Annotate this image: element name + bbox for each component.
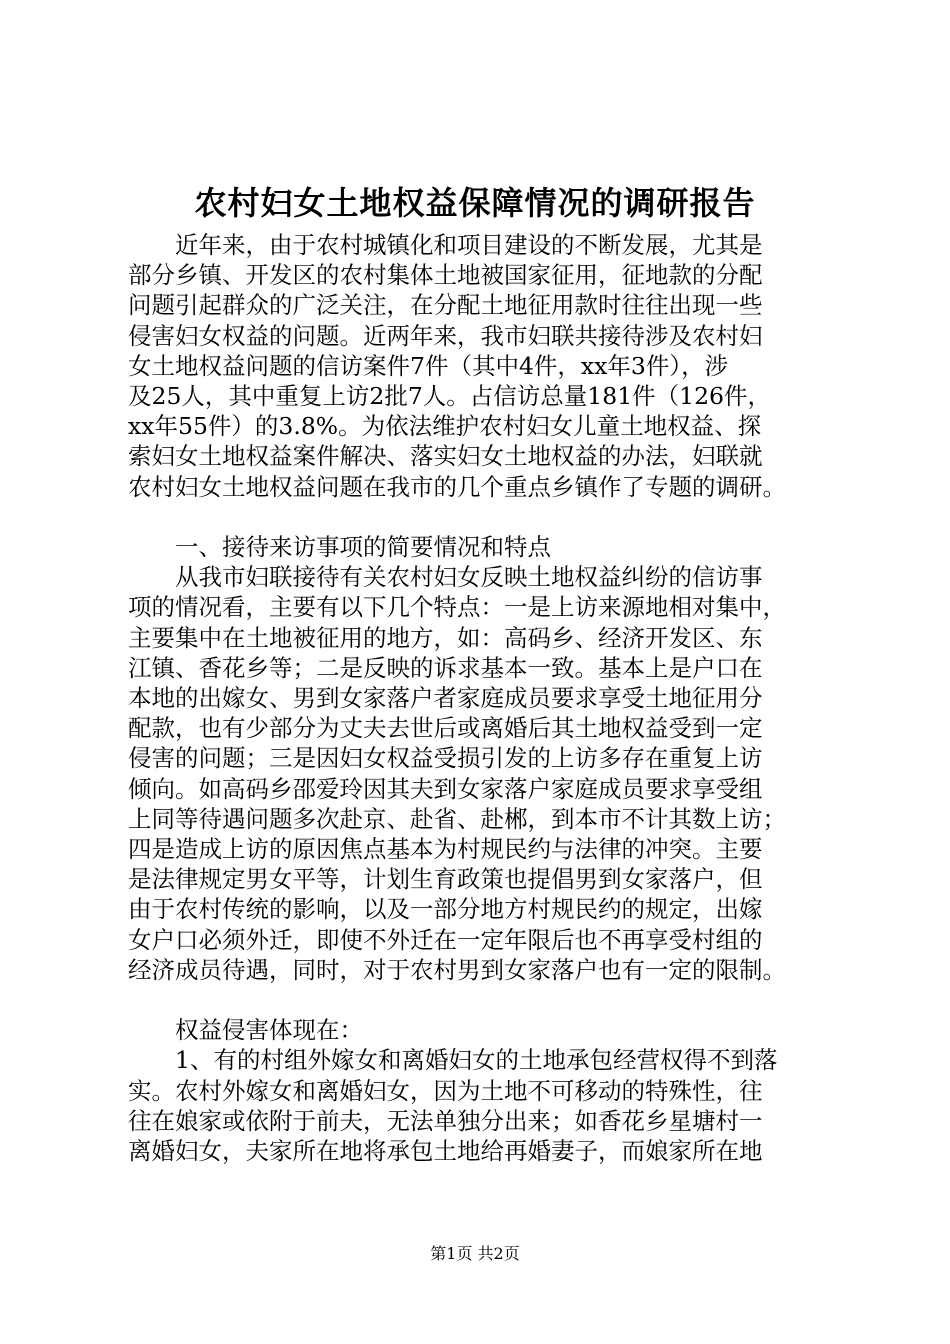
paragraph-gap	[128, 985, 850, 1015]
page-footer: 第1页 共2页	[430, 1244, 520, 1263]
paragraph-intro: 近年来，由于农村城镇化和项目建设的不断发展，尤其是 部分乡镇、开发区的农村集体土地被国家征用，征地款的分配 问题引起群众的广泛关注，在分配土地征用款时往往出现一些 侵害妇女权益的问题。近两年来，我市妇联共接待涉及农村妇 女土地权益问题的信访案件7件（其中4件，xx年3件），涉 及25人，其中重复上访2批7人。占信访总量181件（126件， xx年55件）的3.8%。为依法维护农村妇女儿童土地权益、探 索妇女土地权益案件解决、落实妇女土地权益的办法，妇联就 农村妇女土地权益问题在我市的几个重点乡镇作了专题的调研。	[128, 231, 786, 501]
document-title: 农村妇女土地权益保障情况的调研报告	[194, 184, 756, 222]
paragraph-gap	[128, 502, 850, 532]
section-heading-1: 一、接待来访事项的简要情况和特点	[175, 533, 551, 562]
document-body	[128, 230, 850, 1166]
paragraph-characteristics: 从我市妇联接待有关农村妇女反映土地权益纠纷的信访事 项的情况看，主要有以下几个特点：一是上访来源地相对集中， 主要集中在土地被征用的地方，如：高码乡、经济开发区、东 江镇、香花乡等；二是反映的诉求基本一致。基本上是户口在 本地的出嫁女、男到女家落户者家庭成员要求享受土地征用分 配款，也有少部分为丈夫去世后或离婚后其土地权益受到一定 侵害的问题；三是因妇女权益受损引发的上访多存在重复上访 倾向。如高码乡邵爱玲因其夫到女家落户家庭成员要求享受组 上同等待遇问题多次赴京、赴省、赴郴，到本市不计其数上访； 四是造成上访的原因焦点基本为村规民约与法律的冲突。主要 是法律规定男女平等，计划生育政策也提倡男到女家落户，但 由于农村传统的影响，以及一部分地方村规民约的规定，出嫁 女户口必须外迁，即使不外迁在一定年限后也不再享受村组的 经济成员待遇，同时，对于农村男到女家落户也有一定的限制。	[128, 563, 786, 984]
paragraph-item-1: 1、有的村组外嫁女和离婚妇女的土地承包经营权得不到落 实。农村外嫁女和离婚妇女，因为土地不可移动的特殊性，往 往在娘家或依附于前夫，无法单独分出来；如香花乡星塘村一 离婚妇女，夫家所在地将承包土地给再婚妻子，而娘家所在地	[128, 1046, 778, 1166]
subheading-infringement: 权益侵害体现在：	[175, 1016, 363, 1045]
